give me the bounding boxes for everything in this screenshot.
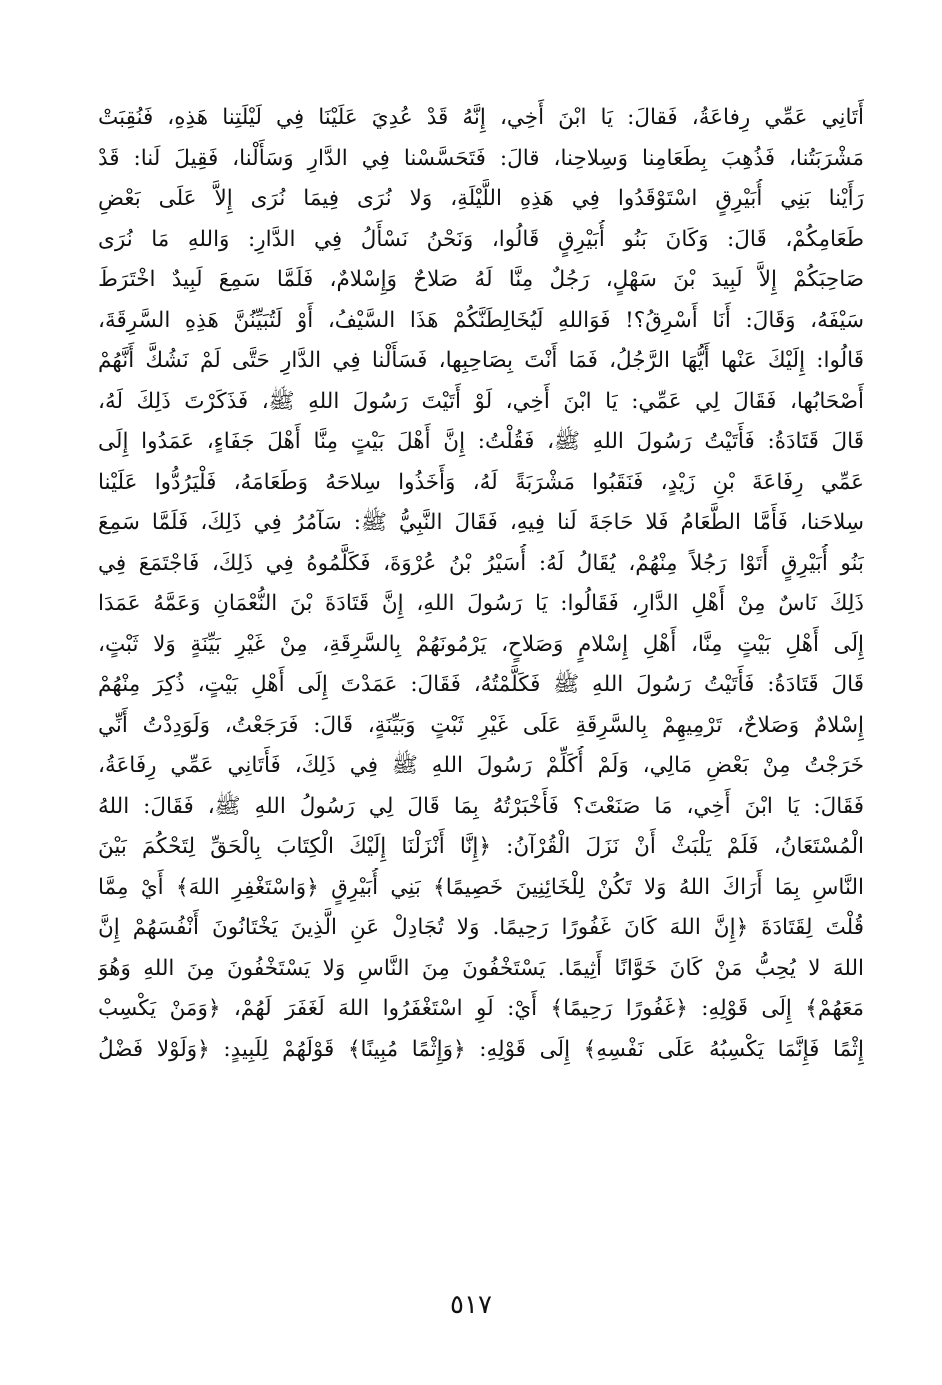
text-line: ذَلِكَ نَاسٌ مِنْ أَهْلِ الدَّارِ، فَقَالُوا: يَا رَسُولَ اللهِ، إِنَّ قَتَادَةَ بْنَ النُّعْمَانِ وَعَمَّهُ عَمَدَا [98, 591, 864, 616]
page-number: ٥١٧ [450, 1290, 492, 1320]
text-line: طَعَامِكُمْ، قَالَ: وَكَانَ بَنُو أُبَيْرِقٍ قَالُوا، وَنَحْنُ نَسْأَلُ فِي الدَّارِ: وَاللهِ مَا نُرَى [98, 226, 864, 252]
text-line: سِلاحَنا، فَأَمَّا الطَّعَامُ فَلا حَاجَةَ لَنا فِيهِ، فَقَالَ النَّبِيُّ ﷺ: سَآمُرُ فِي ذَلِكَ، فَلَمَّا سَمِعَ [98, 510, 864, 535]
text-line: مَعَهُمْ﴾ إِلَى قَوْلِهِ: ﴿غَفُورًا رَحِيمًا﴾ أَيْ: لَوِ اسْتَغْفَرُوا اللهَ لَغَفَرَ لَهُمْ، ﴿وَمَنْ يَكْسِبْ [98, 996, 864, 1021]
text-line: إِلَى أَهْلِ بَيْتٍ مِنَّا، أَهْلِ إِسْلامٍ وَصَلاحٍ، يَرْمُونَهُمْ بِالسَّرِقَةِ، مِنْ غَيْرِ بَيِّنَةٍ وَلا ثَبْتٍ، [98, 631, 864, 657]
text-line: اللهَ لا يُحِبُّ مَنْ كَانَ خَوَّانًا أَثِيمًا. يَسْتَخْفُونَ مِنَ النَّاسِ وَلا يَسْتَخْفُونَ مِنَ اللهِ وَهُوَ [98, 955, 864, 981]
body-text [98, 98, 864, 1070]
text-line: قَالَ قَتَادَةُ: فَأَتَيْتُ رَسُولَ اللهِ ﷺ فَكَلَّمْتُهُ، فَقَالَ: عَمَدْتَ إِلَى أَهْلِ بَيْتٍ، ذُكِرَ مِنْهُمْ [98, 672, 864, 697]
text-line: النَّاسِ بِمَا أَرَاكَ اللهُ وَلا تَكُنْ لِلْخَائِنِينَ خَصِيمًا﴾ بَنِي أُبَيْرِقٍ ﴿وَاسْتَغْفِرِ اللهَ﴾ أَيْ مِمَّا [98, 874, 864, 900]
text-line: مَشْرَبَتُنا، فَذُهِبَ بِطَعَامِنا وَسِلاحِنا، قالَ: فَتَحَسَّسْنا فِي الدَّارِ وَسَأَلْنا، فَقِيلَ لَنا: قَدْ [98, 145, 864, 171]
text-line: عَمِّي رِفَاعَةَ بْنِ زَيْدٍ، فَنَقَبُوا مَشْرَبَةً لَهُ، وَأَخَذُوا سِلاحَهُ وَطَعَامَهُ، فَلْيَرُدُّوا عَلَيْنا [98, 469, 864, 495]
text-line: صَاحِبَكُمْ إِلاَّ لَبِيدَ بْنَ سَهْلٍ، رَجُلٌ مِنَّا لَهُ صَلاحٌ وَإِسْلامٌ، فَلَمَّا سَمِعَ لَبِيدٌ اخْتَرَطَ [98, 267, 864, 292]
text-line: قَالُوا: إِلَيْكَ عَنْها أَيُّهَا الرَّجُلُ، فَمَا أَنْتَ بِصَاحِبِها، فَسَأَلْنا فِي الدَّارِ حَتَّى لَمْ نَشُكَّ أَنَّهُمْ [98, 348, 864, 373]
text-line: سَيْفَهُ، وَقَالَ: أَنَا أَسْرِقُ؟! فَوَاللهِ لَيُخَالِطَنَّكُمْ هَذَا السَّيْفُ، أَوْ لَتُبَيِّنُنَّ هَذِهِ السَّرِقَةَ، [98, 307, 864, 333]
text-line: أَصْحَابُها، فَقَالَ لِي عَمِّي: يَا ابْنَ أَخِي، لَوْ أَتَيْتَ رَسُولَ اللهِ ﷺ، فَذَكَرْتَ ذَلِكَ لَهُ، [98, 388, 864, 414]
text-line: قُلْتَ لِقَتَادَةَ ﴿إِنَّ اللهَ كَانَ غَفُورًا رَحِيمًا. وَلا تُجَادِلْ عَنِ الَّذِينَ يَخْتَانُونَ أَنْفُسَهُمْ إِنَّ [98, 915, 864, 940]
text-line: خَرَجْتُ مِنْ بَعْضِ مَالِي، وَلَمْ أُكَلِّمْ رَسُولَ اللهِ ﷺ فِي ذَلِكَ، فَأَتَانِي عَمِّي رِفَاعَةُ، [98, 753, 864, 778]
text-line: قَالَ قَتَادَةُ: فَأَتَيْتُ رَسُولَ اللهِ ﷺ، فَقُلْتُ: إِنَّ أَهْلَ بَيْتٍ مِنَّا أَهْلَ جَفَاءٍ، عَمَدُوا إِلَى [98, 429, 864, 454]
text-line: إِسْلامٌ وَصَلاحٌ، تَرْمِيهِمْ بِالسَّرِقَةِ عَلَى غَيْرِ ثَبْتٍ وَبَيِّنَةٍ، قَالَ: فَرَجَعْتُ، وَلَوَدِدْتُ أَنِّي [98, 712, 864, 738]
text-line: بَنُو أُبَيْرِقٍ أَتَوْا رَجُلاً مِنْهُمْ، يُقَالُ لَهُ: أُسَيْرُ بْنُ عُرْوَةَ، فَكَلَّمُوهُ فِي ذَلِكَ، فَاجْتَمَعَ فِي [98, 550, 864, 576]
text-line: أَتَانِي عَمِّي رِفاعَةُ، فَقالَ: يَا ابْنَ أَخِي، إِنَّهُ قَدْ عُدِيَ عَلَيْنَا فِي لَيْلَتِنا هَذِهِ، فَنُقِبَتْ [98, 105, 864, 130]
text-line: فَقَالَ: يَا ابْنَ أَخِي، مَا صَنَعْتَ؟ فَأَخْبَرْتُهُ بِمَا قَالَ لِي رَسُولُ اللهِ ﷺ، فَقَالَ: اللهُ [98, 793, 864, 819]
text-line: الْمُسْتَعَانُ، فَلَمْ يَلْبَثْ أَنْ نَزَلَ الْقُرْآنُ: ﴿إِنَّا أَنْزَلْنَا إِلَيْكَ الْكِتَابَ بِالْحَقِّ لِتَحْكُمَ بَيْنَ [98, 834, 864, 859]
text-line: رَأَيْنا بَنِي أُبَيْرِقٍ اسْتَوْقَدُوا فِي هَذِهِ اللَّيْلَةِ، وَلا نُرَى فِيمَا نُرَى إِلاَّ عَلَى بَعْضِ [98, 186, 864, 211]
text-line: إِثْمًا فَإِنَّمَا يَكْسِبُهُ عَلَى نَفْسِهِ﴾ إِلَى قَوْلِهِ: ﴿وَإِثْمًا مُبِينًا﴾ قَوْلَهُمْ لِلَبِيدٍ: ﴿وَلَوْلا فَضْلُ [98, 1036, 864, 1062]
